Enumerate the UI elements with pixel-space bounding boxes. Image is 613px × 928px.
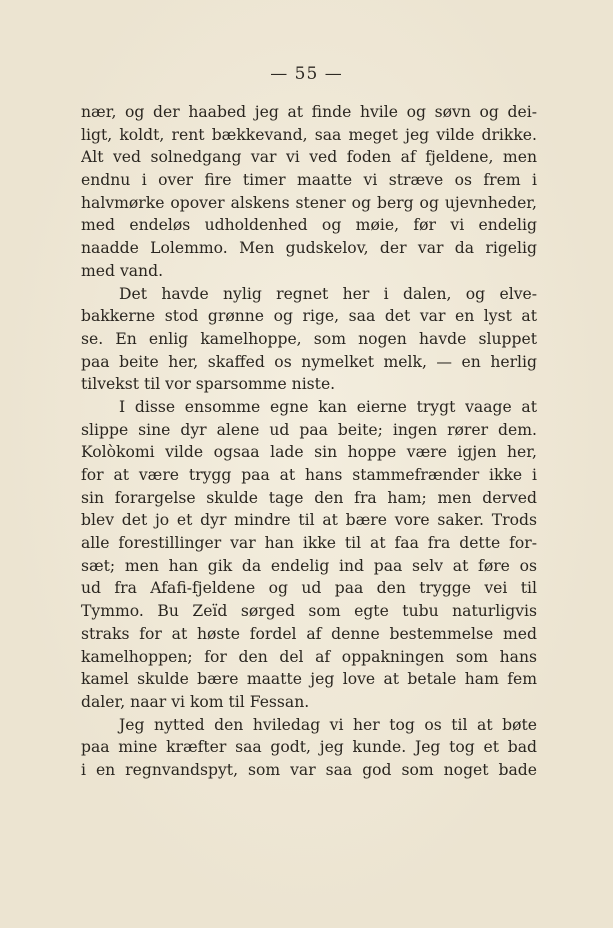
text-line: naadde Lolemmo. Men gudskelov, der var da rigelig: [81, 239, 537, 258]
text-line: straks for at høste fordel af denne bestemmelse med: [81, 624, 537, 643]
page-number: — 55 —: [270, 64, 343, 84]
text-line: sæt; men han gik da endelig ind paa selv at føre os: [81, 556, 537, 575]
text-line: slippe sine dyr alene ud paa beite; ingen rører dem.: [81, 420, 537, 439]
text-line: halvmørke opover alskens stener og berg og ujevnheder,: [81, 193, 537, 212]
text-line: ud fra Afafi-fjeldene og ud paa den trygge vei til: [81, 579, 537, 598]
text-line: tilvekst til vor sparsomme niste.: [81, 375, 336, 394]
text-line: Jeg nytted den hviledag vi her tog os til at bøte: [119, 715, 537, 734]
text-line: i en regnvandspyt, som var saa god som noget bade: [81, 760, 537, 779]
text-line: kamel skulde bære maatte jeg love at betale ham fem: [81, 670, 537, 689]
text-line: blev det jo et dyr mindre til at bære vore saker. Trods: [81, 511, 537, 530]
text-line: Alt ved solnedgang var vi ved foden af fjeldene, men: [81, 148, 537, 167]
text-line: bakkerne stod grønne og rige, saa det var en lyst at: [81, 307, 537, 326]
text-line: med vand.: [81, 261, 164, 280]
text-line: sin forargelse skulde tage den fra ham; men derved: [81, 488, 537, 507]
text-line: endnu i over fire timer maatte vi stræve os frem i: [81, 171, 537, 190]
text-line: Det havde nylig regnet her i dalen, og elve-: [119, 284, 537, 303]
text-line: kamelhoppen; for den del af oppakningen som hans: [81, 647, 537, 666]
text-line: daler, naar vi kom til Fessan.: [81, 692, 310, 711]
body-text: [81, 101, 537, 782]
text-line: med endeløs udholdenhed og møie, før vi endelig: [81, 216, 537, 235]
text-line: Kolòkomi vilde ogsaa lade sin hoppe være igjen her,: [81, 443, 537, 462]
text-line: for at være trygg paa at hans stammefrænder ikke i: [81, 466, 537, 484]
text-line: se. En enlig kamelhoppe, som nogen havde sluppet: [81, 329, 537, 348]
text-line: Tymmo. Bu Zeïd sørged som egte tubu naturligvis: [81, 602, 537, 621]
text-line: paa beite her, skaffed os nymelket melk, — en herlig: [81, 352, 537, 371]
text-line: alle forestillinger var han ikke til at faa fra dette for-: [81, 534, 537, 553]
text-line: paa mine kræfter saa godt, jeg kunde. Jeg tog et bad: [81, 738, 537, 757]
text-line: I disse ensomme egne kan eierne trygt vaage at: [119, 397, 537, 416]
text-line: ligt, koldt, rent bækkevand, saa meget jeg vilde drikke.: [81, 125, 537, 144]
text-line: nær, og der haabed jeg at finde hvile og søvn og dei-: [81, 103, 537, 121]
